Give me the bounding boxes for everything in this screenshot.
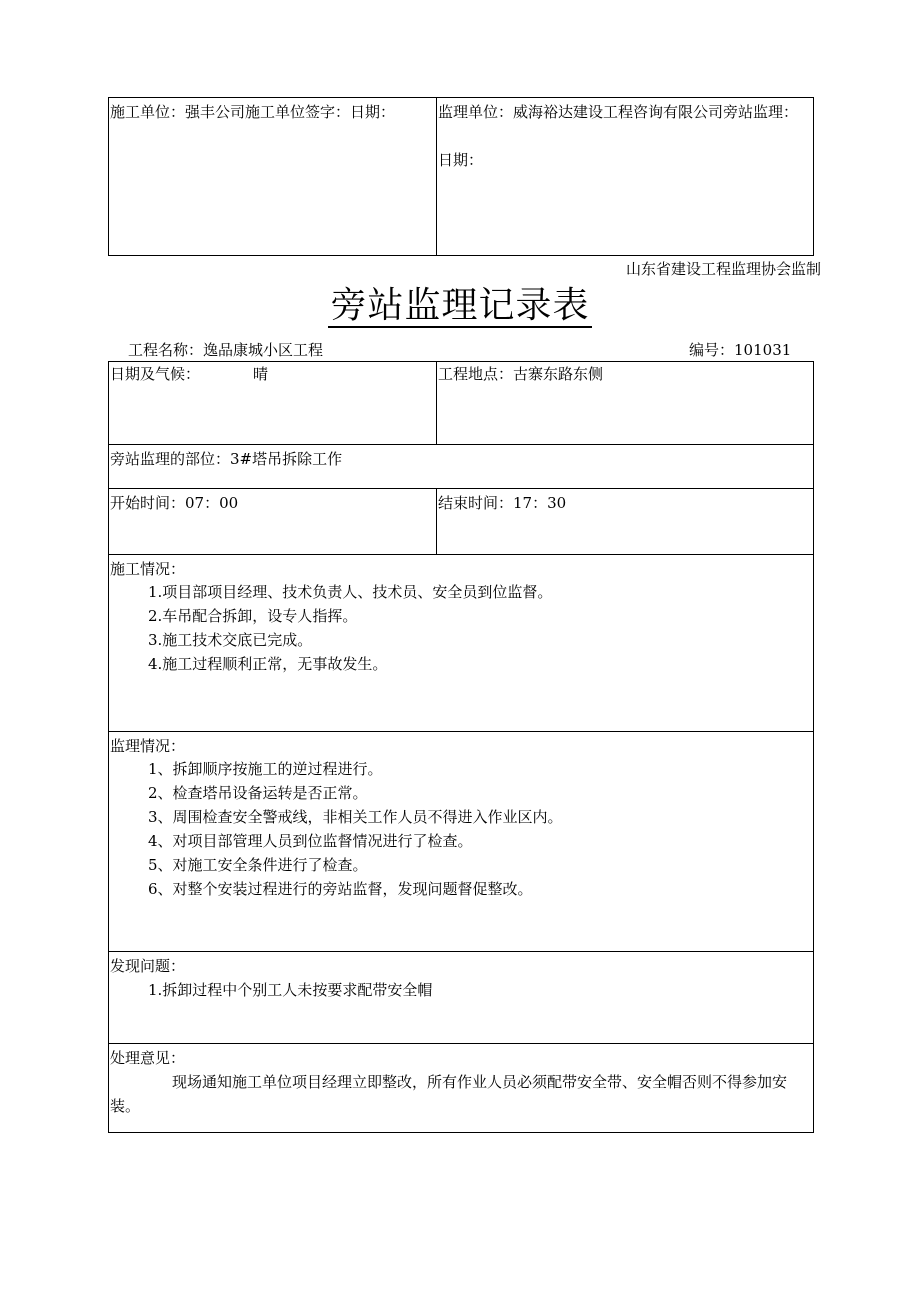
- supervision-status-item: 4、对项目部管理人员到位监督情况进行了检查。: [148, 832, 473, 850]
- row-divider: [108, 488, 814, 489]
- row-divider: [108, 444, 814, 445]
- date-weather-label: 日期及气候：: [110, 365, 201, 383]
- construction-status-item: 2.车吊配合拆卸，设专人指挥。: [148, 607, 358, 625]
- project-name-value: 逸品康城小区工程: [203, 341, 324, 359]
- serial-number: [689, 338, 791, 363]
- construction-status-label: 施工情况：: [110, 560, 186, 578]
- signature-table-divider: [436, 97, 437, 256]
- supervision-status-item: 2、检查塔吊设备运转是否正常。: [148, 784, 368, 802]
- supervision-status-label: 监理情况：: [110, 737, 186, 755]
- problems-label: 发现问题：: [110, 957, 186, 975]
- handling-label: 处理意见：: [110, 1049, 186, 1067]
- column-divider: [436, 361, 437, 444]
- construction-status-item: 4.施工过程顺利正常，无事故发生。: [148, 655, 388, 673]
- supervision-status-item: 5、对施工安全条件进行了检查。: [148, 856, 368, 874]
- page-title-text: 旁站监理记录表: [330, 285, 590, 326]
- handling-text: 现场通知施工单位项目经理立即整改，所有作业人员必须配带安全带、安全帽否则不得参加安装。: [110, 1073, 788, 1115]
- supervision-status-item: 3、周围检查安全警戒线，非相关工作人员不得进入作业区内。: [148, 808, 563, 826]
- row-divider: [108, 1043, 814, 1044]
- project-location: 工程地点：古寨东路东侧: [438, 365, 604, 383]
- row-divider: [108, 951, 814, 952]
- supervision-unit-signature: 监理单位：威海裕达建设工程咨询有限公司旁站监理：: [438, 103, 799, 121]
- end-time: 结束时间：17：30: [438, 494, 567, 512]
- start-time: 开始时间：07：00: [110, 494, 239, 512]
- construction-status-item: 1.项目部项目经理、技术负责人、技术员、安全员到位监督。: [148, 583, 553, 601]
- project-name-label: 工程名称：: [128, 341, 204, 359]
- column-divider: [436, 488, 437, 554]
- issuer-note: 山东省建设工程监理协会监制: [625, 260, 821, 278]
- problem-item: 1.拆卸过程中个别工人未按要求配带安全帽: [148, 981, 433, 999]
- supervision-status-item: 6、对整个安装过程进行的旁站监督，发现问题督促整改。: [148, 880, 533, 898]
- weather-value: 晴: [253, 365, 269, 383]
- supervision-part: 旁站监理的部位：3#塔吊拆除工作: [110, 450, 343, 468]
- serial-number-value: 101031: [734, 341, 792, 359]
- supervision-status-item: 1、拆卸顺序按施工的逆过程进行。: [148, 760, 383, 778]
- record-table: [108, 361, 814, 1133]
- row-divider: [108, 554, 814, 555]
- page-title: [0, 282, 920, 330]
- construction-unit-signature: 施工单位：强丰公司施工单位签字：日期：: [110, 103, 396, 121]
- construction-status-item: 3.施工技术交底已完成。: [148, 631, 313, 649]
- row-divider: [108, 731, 814, 732]
- supervision-date-label: 日期：: [438, 151, 484, 169]
- serial-number-label: 编号：: [689, 341, 735, 359]
- project-name: [128, 338, 323, 363]
